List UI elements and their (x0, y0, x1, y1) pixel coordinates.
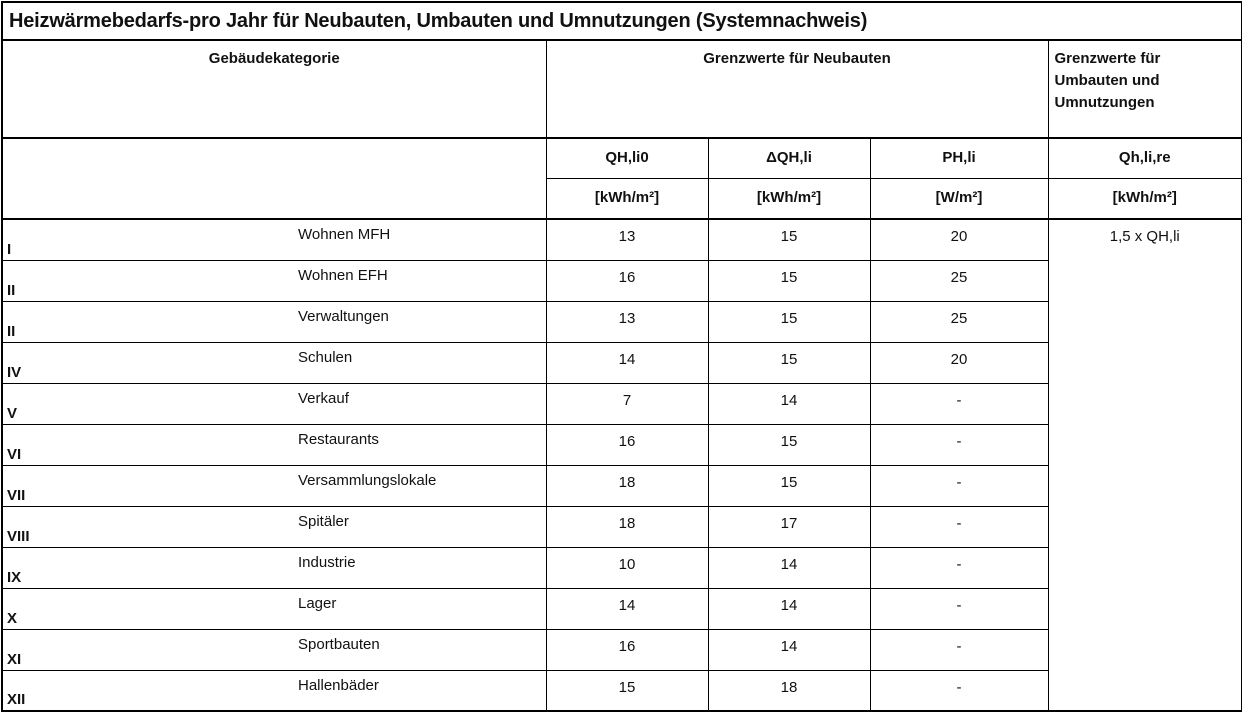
table-row (2, 219, 1242, 260)
value-qh[interactable]: 16 (546, 260, 708, 301)
category-number[interactable]: II (2, 260, 294, 301)
category-name[interactable]: Verkauf (294, 383, 546, 424)
category-name[interactable]: Restaurants (294, 424, 546, 465)
table-body (2, 2, 1242, 711)
value-dqh[interactable]: 15 (708, 301, 870, 342)
value-qh[interactable]: 16 (546, 424, 708, 465)
value-ph[interactable]: 20 (870, 342, 1048, 383)
category-name[interactable]: Lager (294, 588, 546, 629)
category-number[interactable]: IV (2, 342, 294, 383)
category-name[interactable]: Schulen (294, 342, 546, 383)
table-title[interactable]: Heizwärmebedarfs-pro Jahr für Neubauten, Umbauten und Umnutzungen (Systemnachweis) (2, 2, 1242, 40)
value-qh[interactable]: 13 (546, 301, 708, 342)
col-unit-qhre[interactable]: [kWh/m²] (1048, 178, 1242, 219)
col-symbol-qh[interactable]: QH,li0 (546, 138, 708, 178)
value-ph[interactable]: 25 (870, 260, 1048, 301)
category-number[interactable]: VIII (2, 506, 294, 547)
category-number[interactable]: VII (2, 465, 294, 506)
value-qh[interactable]: 13 (546, 219, 708, 260)
header-new-builds[interactable]: Grenzwerte für Neubauten (546, 40, 1048, 138)
title-row (2, 2, 1242, 40)
value-qh[interactable]: 18 (546, 465, 708, 506)
value-ph[interactable]: - (870, 424, 1048, 465)
header-renovation-line2: Umbauten und (1054, 72, 1160, 89)
value-dqh[interactable]: 18 (708, 670, 870, 711)
value-ph[interactable]: - (870, 506, 1048, 547)
category-name[interactable]: Industrie (294, 547, 546, 588)
value-qh[interactable]: 18 (546, 506, 708, 547)
value-ph[interactable]: - (870, 588, 1048, 629)
category-name[interactable]: Wohnen EFH (294, 260, 546, 301)
category-name[interactable]: Hallenbäder (294, 670, 546, 711)
value-dqh[interactable]: 14 (708, 547, 870, 588)
value-ph[interactable]: - (870, 383, 1048, 424)
header-category[interactable]: Gebäudekategorie (2, 40, 546, 138)
value-dqh[interactable]: 15 (708, 342, 870, 383)
col-symbol-qhre[interactable]: Qh,li,re (1048, 138, 1242, 178)
value-ph[interactable]: 25 (870, 301, 1048, 342)
col-unit-ph[interactable]: [W/m²] (870, 178, 1048, 219)
value-dqh[interactable]: 14 (708, 588, 870, 629)
value-qh[interactable]: 16 (546, 629, 708, 670)
heat-demand-table (1, 1, 1242, 712)
col-symbol-ph[interactable]: PH,li (870, 138, 1048, 178)
value-dqh[interactable]: 15 (708, 260, 870, 301)
value-qh[interactable]: 15 (546, 670, 708, 711)
value-qh[interactable]: 10 (546, 547, 708, 588)
category-number[interactable]: X (2, 588, 294, 629)
category-name[interactable]: Wohnen MFH (294, 219, 546, 260)
value-ph[interactable]: - (870, 547, 1048, 588)
category-name[interactable]: Sportbauten (294, 629, 546, 670)
header-renovation[interactable] (1048, 40, 1242, 138)
value-dqh[interactable]: 15 (708, 219, 870, 260)
value-ph[interactable]: 20 (870, 219, 1048, 260)
empty-name-header[interactable] (294, 138, 546, 219)
group-header-row (2, 40, 1242, 138)
value-ph[interactable]: - (870, 465, 1048, 506)
value-renovation[interactable]: 1,5 x QH,li (1048, 219, 1242, 711)
category-number[interactable]: II (2, 301, 294, 342)
category-name[interactable]: Verwaltungen (294, 301, 546, 342)
value-dqh[interactable]: 15 (708, 465, 870, 506)
category-number[interactable]: IX (2, 547, 294, 588)
col-unit-dqh[interactable]: [kWh/m²] (708, 178, 870, 219)
category-number[interactable]: XII (2, 670, 294, 711)
value-ph[interactable]: - (870, 670, 1048, 711)
empty-num-header[interactable] (2, 138, 294, 219)
value-dqh[interactable]: 14 (708, 629, 870, 670)
category-number[interactable]: I (2, 219, 294, 260)
category-name[interactable]: Spitäler (294, 506, 546, 547)
category-number[interactable]: VI (2, 424, 294, 465)
col-unit-qh[interactable]: [kWh/m²] (546, 178, 708, 219)
value-qh[interactable]: 7 (546, 383, 708, 424)
value-ph[interactable]: - (870, 629, 1048, 670)
category-name[interactable]: Versammlungslokale (294, 465, 546, 506)
header-renovation-line3: Umnutzungen (1054, 94, 1155, 111)
value-qh[interactable]: 14 (546, 588, 708, 629)
value-dqh[interactable]: 14 (708, 383, 870, 424)
header-renovation-line1: Grenzwerte für (1054, 50, 1161, 67)
category-number[interactable]: XI (2, 629, 294, 670)
value-qh[interactable]: 14 (546, 342, 708, 383)
col-symbol-dqh[interactable]: ΔQH,li (708, 138, 870, 178)
category-number[interactable]: V (2, 383, 294, 424)
value-dqh[interactable]: 15 (708, 424, 870, 465)
value-dqh[interactable]: 17 (708, 506, 870, 547)
symbol-row (2, 138, 1242, 178)
